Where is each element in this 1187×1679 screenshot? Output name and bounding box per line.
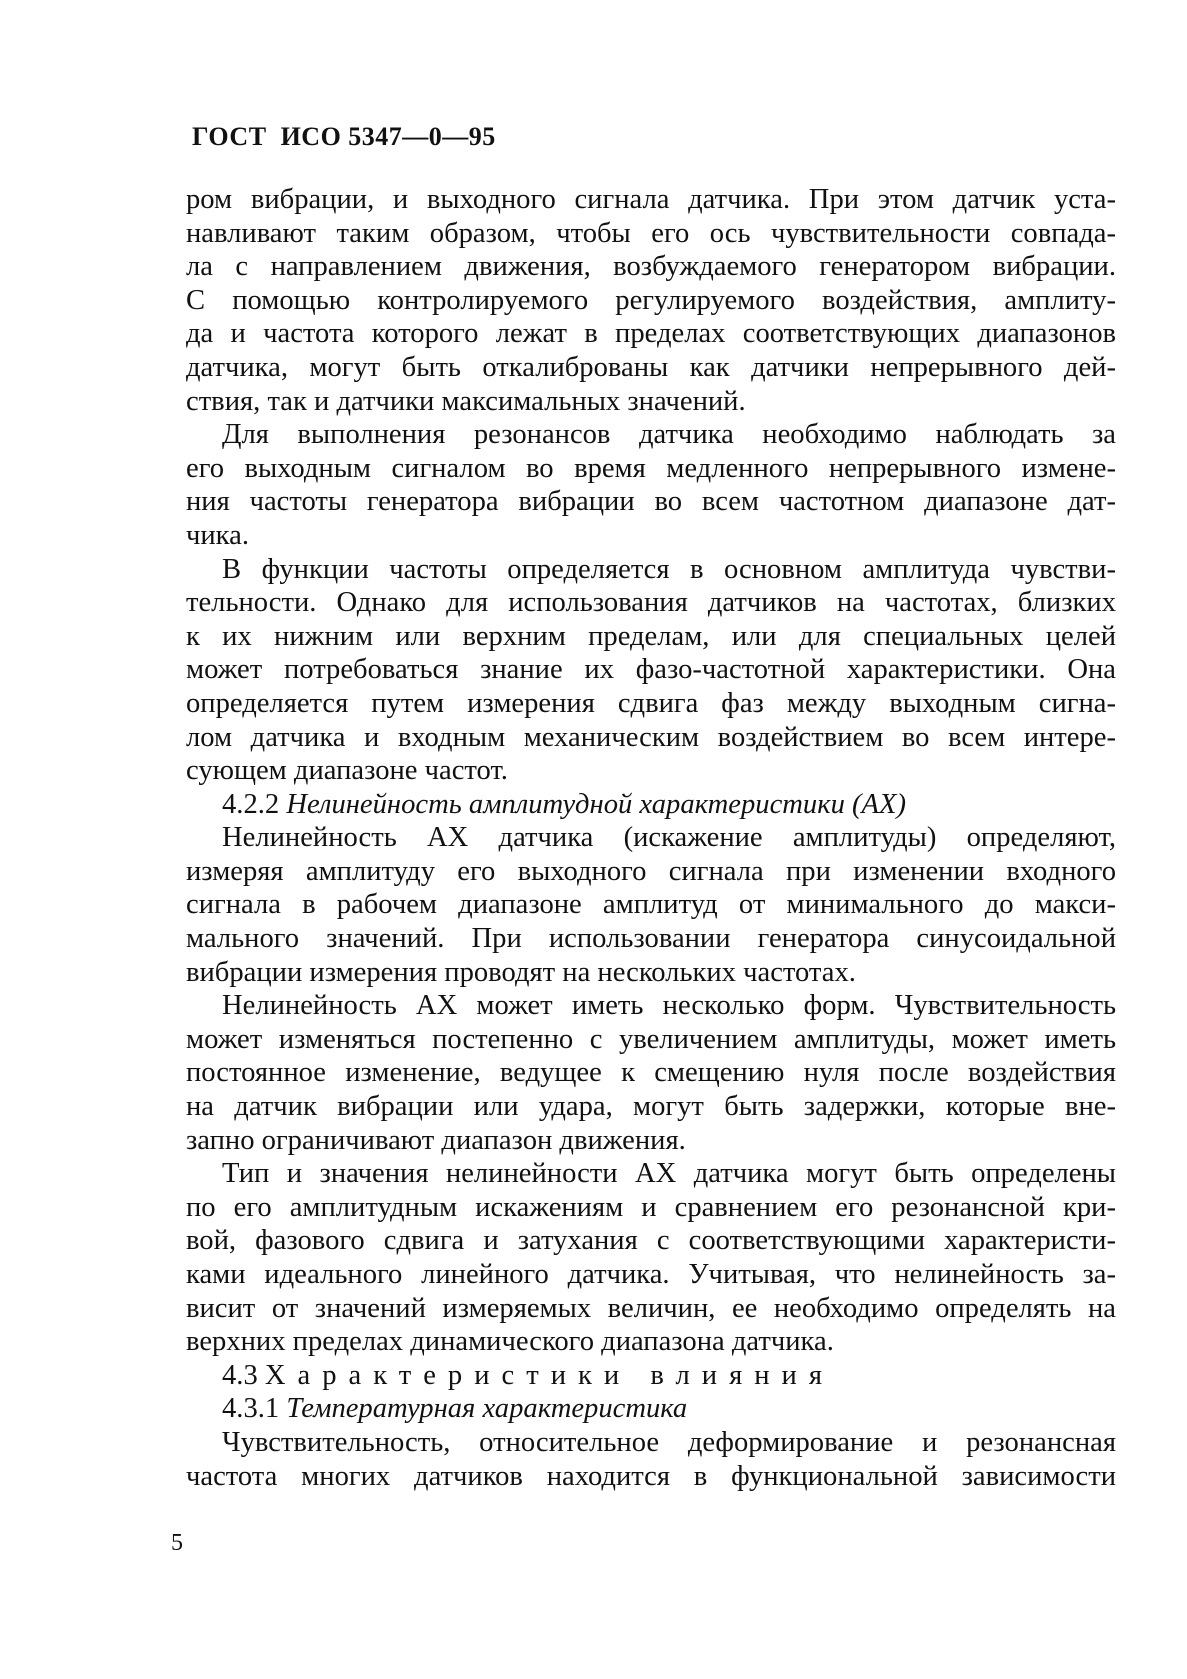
text-line: тельности. Однако для использования датчиков на частотах, близких	[186, 587, 1116, 619]
text-line: ками идеального линейного датчика. Учитывая, что нелинейность за-	[186, 1259, 1116, 1290]
document-body	[186, 183, 1116, 1493]
text-line: лом датчика и входным механическим воздействием во всем интере-	[186, 721, 1116, 753]
text-line: Нелинейность АХ датчика (искажение амплитуды) определяют,	[222, 822, 1116, 854]
text-line: к их нижним или верхним пределам, или для специальных целей	[186, 620, 1116, 652]
text-line: чика.	[186, 519, 249, 551]
paragraph-2	[186, 418, 1116, 552]
section-title: Температурная характеристика	[286, 1393, 688, 1425]
text-line: ром вибрации, и выходного сигнала датчика. При этом датчик уста-	[186, 184, 1116, 215]
text-line: вой, фазового сдвига и затухания с соответствующими характеристи-	[186, 1225, 1116, 1257]
section-heading-4-2-2	[186, 788, 1116, 822]
paragraph-7	[186, 1426, 1116, 1493]
text-line: В функции частоты определяется в основном амплитуда чувстви-	[222, 553, 1116, 585]
text-line: измеряя амплитуду его выходного сигнала при изменении входного	[186, 855, 1116, 887]
text-line: датчика, могут быть откалиброваны как датчики непрерывного дей-	[186, 351, 1116, 383]
standard-number: ИСО 5347—0—95	[280, 122, 496, 151]
section-title: Нелинейность амплитудной характеристики (АХ)	[286, 788, 907, 820]
text-line: Тип и значения нелинейности АХ датчика могут быть определены	[222, 1158, 1116, 1190]
section-heading-4-3-1	[186, 1392, 1116, 1426]
text-line: Нелинейность АХ может иметь несколько форм. Чувствительность	[222, 990, 1116, 1022]
paragraph-1	[186, 183, 1116, 418]
text-line: Для выполнения резонансов датчика необходимо наблюдать за	[222, 419, 1116, 451]
section-number: 4.3.1	[222, 1393, 280, 1425]
text-line: Чувствительность, относительное деформирование и резонансная	[222, 1426, 1116, 1458]
section-number: 4.3	[222, 1359, 258, 1391]
text-line: запно ограничивают диапазон движения.	[186, 1124, 686, 1156]
paragraph-6	[186, 1157, 1116, 1359]
text-line: постоянное изменение, ведущее к смещению нуля после воздействия	[186, 1057, 1116, 1089]
text-line: частота многих датчиков находится в функциональной зависимости	[186, 1460, 1116, 1492]
text-line: может изменяться постепенно с увеличением амплитуды, может иметь	[186, 1023, 1116, 1055]
section-heading-4-3	[186, 1359, 1116, 1393]
standard-label: ГОСТ	[192, 122, 267, 151]
text-line: его выходным сигналом во время медленного непрерывного измене-	[186, 452, 1116, 484]
text-line: да и частота которого лежат в пределах соответствующих диапазонов	[186, 318, 1116, 350]
text-line: сующем диапазоне частот.	[186, 755, 508, 787]
text-line: сигнала в рабочем диапазоне амплитуд от минимального до макси-	[186, 889, 1116, 921]
page-number: 5	[171, 1530, 183, 1556]
text-line: верхних пределах динамического диапазона датчика.	[186, 1326, 834, 1358]
text-line: ния частоты генератора вибрации во всем частотном диапазоне дат-	[186, 486, 1116, 518]
section-number: 4.2.2	[222, 788, 280, 820]
text-line: может потребоваться знание их фазо-частотной характеристики. Она	[186, 654, 1116, 686]
text-line: на датчик вибрации или удара, могут быть задержки, которые вне-	[186, 1091, 1116, 1123]
text-line: вибрации измерения проводят на нескольких частотах.	[186, 956, 856, 988]
text-line: мального значений. При использовании генератора синусоидальной	[186, 923, 1116, 955]
paragraph-3	[186, 553, 1116, 788]
text-line: определяется путем измерения сдвига фаз между выходным сигна-	[186, 687, 1116, 719]
page-header	[192, 122, 496, 152]
text-line: ствия, так и датчики максимальных значений.	[186, 385, 746, 417]
paragraph-4	[186, 821, 1116, 989]
text-line: С помощью контролируемого регулируемого воздействия, амплиту-	[186, 284, 1116, 316]
section-title: Характеристики влияния	[264, 1359, 834, 1391]
text-line: по его амплитудным искажениям и сравнением его резонансной кри-	[186, 1191, 1116, 1223]
text-line: висит от значений измеряемых величин, ее необходимо определять на	[186, 1292, 1116, 1324]
text-line: ла с направлением движения, возбуждаемого генератором вибрации.	[186, 251, 1116, 283]
text-line: навливают таким образом, чтобы его ось чувствительности совпада-	[186, 217, 1116, 249]
paragraph-5	[186, 989, 1116, 1157]
